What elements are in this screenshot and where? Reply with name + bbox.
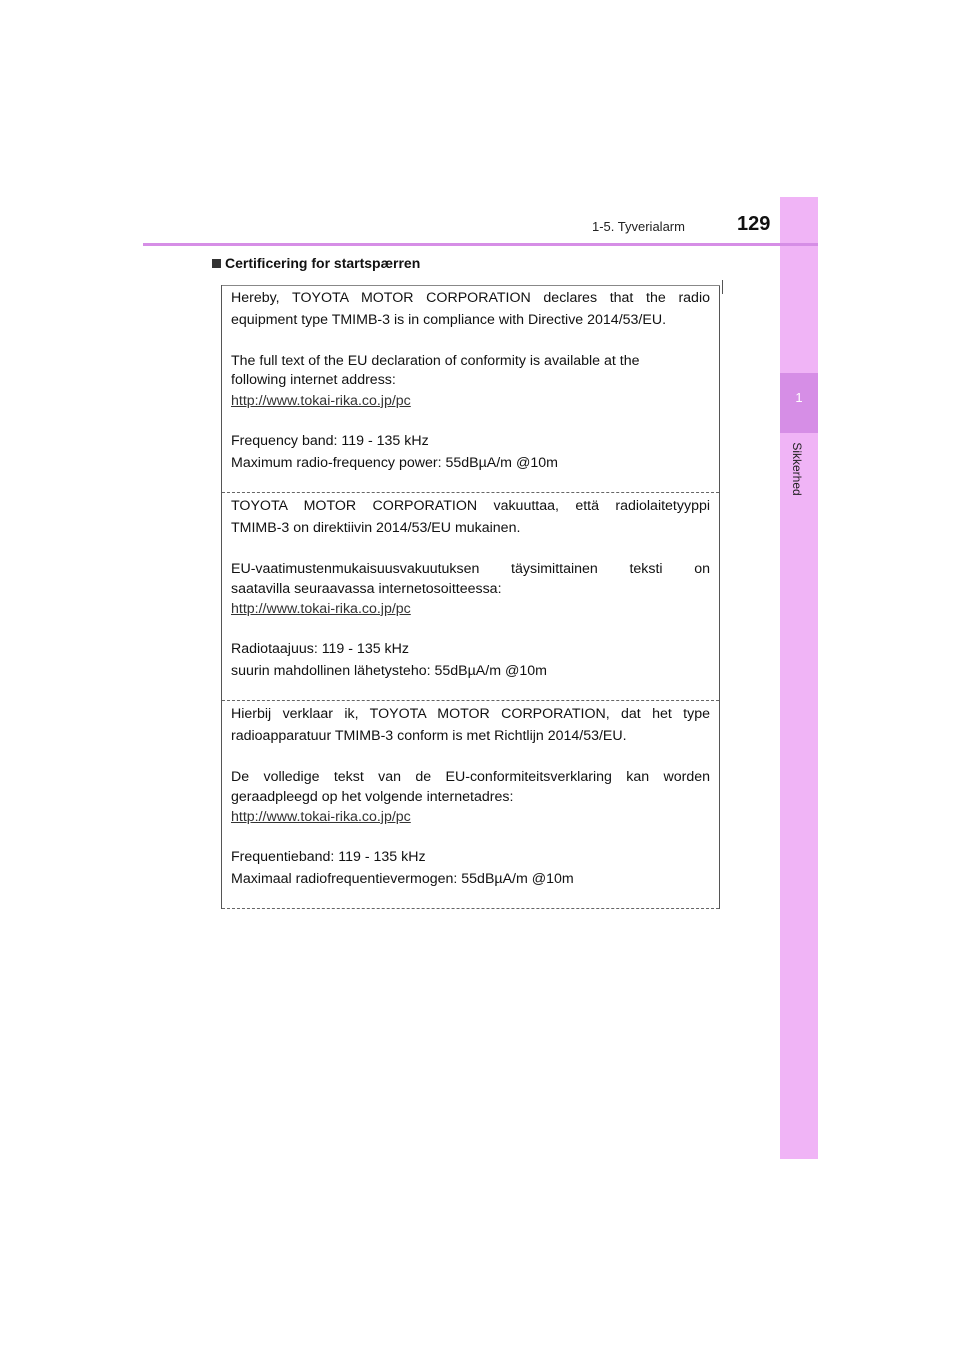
statement-line: TOYOTA MOTOR CORPORATION vakuuttaa, että radiolaitetyyppi: [231, 498, 710, 514]
declaration-english: [222, 285, 719, 493]
max-power: suurin mahdollinen lähetysteho: 55dBµA/m @10m: [231, 663, 547, 679]
url-link[interactable]: http://www.tokai-rika.co.jp/pc: [231, 601, 411, 617]
section-heading-text: Certificering for startspærren: [225, 255, 421, 271]
chapter-label: Sikkerhed: [790, 442, 804, 496]
url-link[interactable]: http://www.tokai-rika.co.jp/pc: [231, 393, 411, 409]
statement-line: TMIMB-3 on direktiivin 2014/53/EU mukainen.: [231, 520, 521, 536]
declaration-dutch: [222, 701, 719, 909]
declaration-finnish: [222, 493, 719, 701]
full-text-line: saatavilla seuraavassa internetosoitteessa:: [231, 581, 502, 597]
max-power: Maximaal radiofrequentievermogen: 55dBµA/m @10m: [231, 871, 574, 887]
full-text-line: following internet address:: [231, 372, 396, 388]
url-link[interactable]: http://www.tokai-rika.co.jp/pc: [231, 809, 411, 825]
section-heading: [212, 255, 420, 271]
chapter-number: 1: [795, 390, 803, 405]
full-text-line: De volledige tekst van de EU-conformiteitsverklaring kan worden: [231, 769, 710, 785]
frequency-band: Frequentieband: 119 - 135 kHz: [231, 849, 426, 865]
max-power: Maximum radio-frequency power: 55dBµA/m @10m: [231, 455, 558, 471]
chapter-sidebar: [780, 197, 818, 1159]
statement-line: Hierbij verklaar ik, TOYOTA MOTOR CORPORATION, dat het type: [231, 706, 710, 722]
statement-line: Hereby, TOYOTA MOTOR CORPORATION declares that the radio: [231, 290, 710, 306]
declaration-box: [221, 285, 720, 909]
frequency-band: Radiotaajuus: 119 - 135 kHz: [231, 641, 409, 657]
box-corner-mark: [722, 280, 723, 294]
page-number: 129: [737, 213, 771, 235]
full-text-line: EU-vaatimustenmukaisuusvakuutuksen täysimittainen teksti on: [231, 561, 710, 577]
section-title: 1-5. Tyverialarm: [592, 219, 685, 234]
full-text-line: The full text of the EU declaration of conformity is available at the: [231, 353, 640, 369]
full-text-line: geraadpleegd op het volgende internetadres:: [231, 789, 514, 805]
square-bullet-icon: [212, 259, 221, 268]
statement-line: radioapparatuur TMIMB-3 conform is met Richtlijn 2014/53/EU.: [231, 728, 627, 744]
header-rule: [143, 243, 818, 246]
statement-line: equipment type TMIMB-3 is in compliance with Directive 2014/53/EU.: [231, 312, 667, 328]
frequency-band: Frequency band: 119 - 135 kHz: [231, 433, 429, 449]
